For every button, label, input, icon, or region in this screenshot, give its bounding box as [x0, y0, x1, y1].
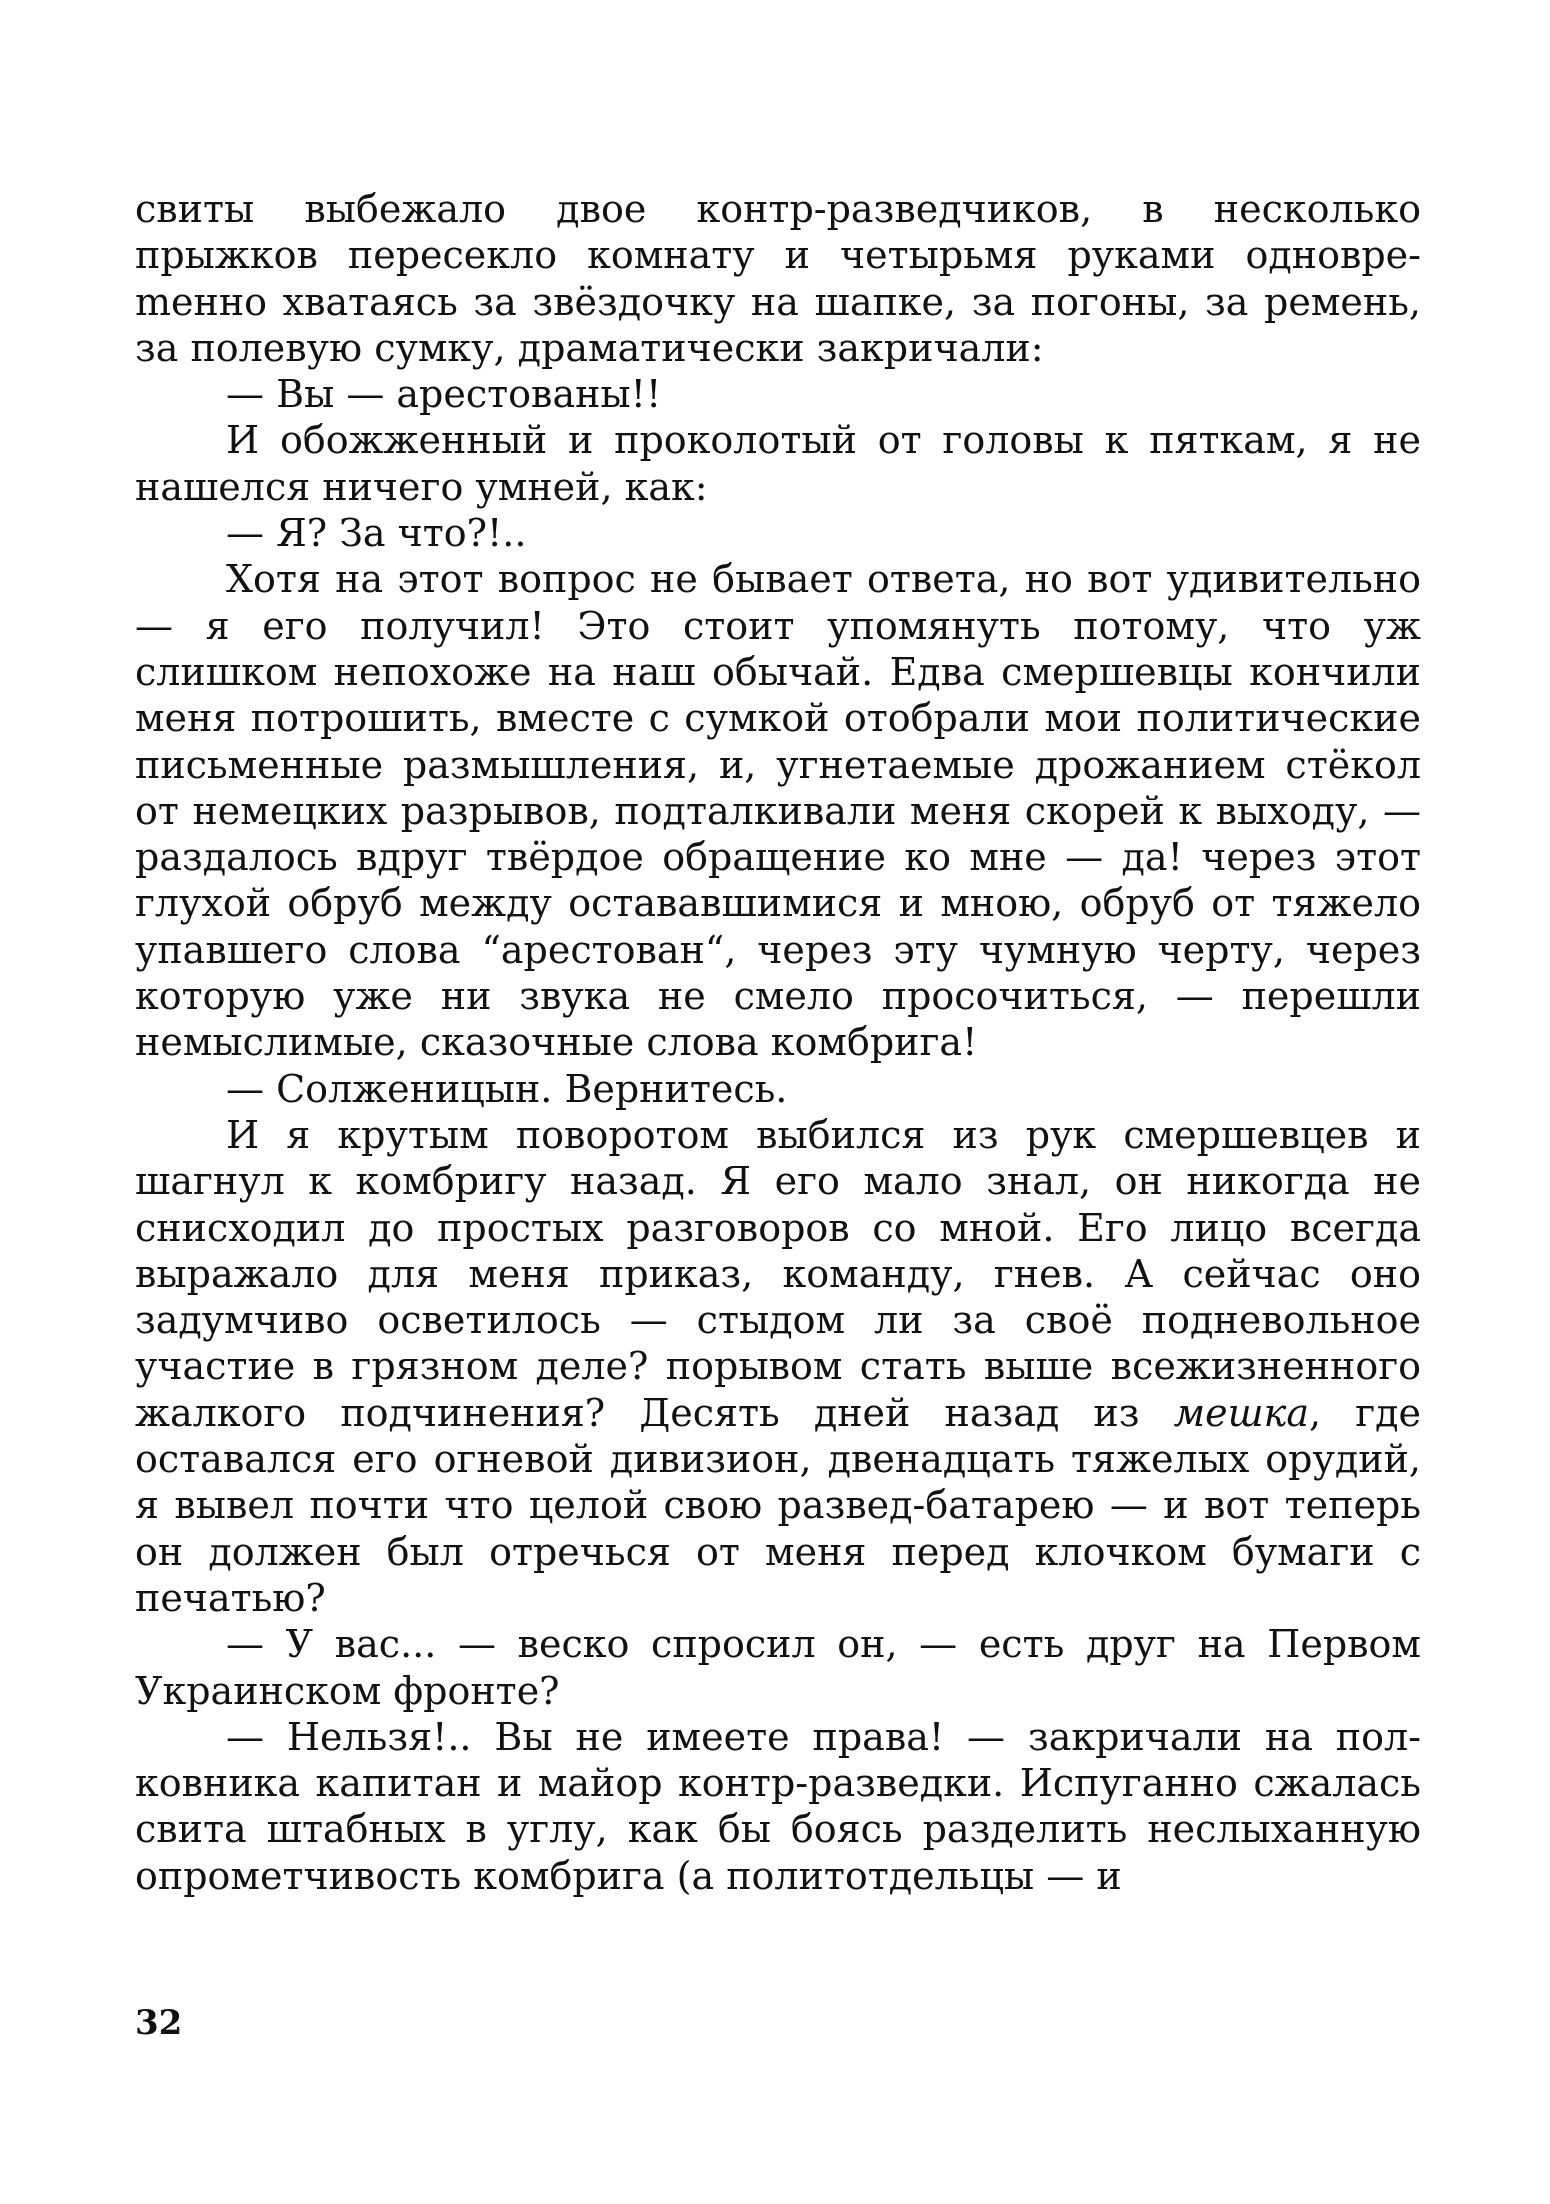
dialogue-line: — Я? За что?!.. [226, 511, 527, 556]
dialogue-line: — У вас... — веско спросил он, — есть друг на Первом Украинском фронте? [135, 1622, 1421, 1713]
dialogue-line: — Нельзя!.. Вы не имеете права! — закричали на полковника капитан и майор контр-разведки. Испуганно сжалась свита штабных в углу, как бы боясь разделить неслыханную опрометчивость комбрига (а политотдельцы — и [135, 1714, 1421, 1898]
paragraph: И я крутым поворотом выбился из рук смершевцев и шагнул к комбригу назад. Я его мало знал, он никогда не снисходил до простых разговоров со мной. Его лицо всегда выражало для меня приказ, команду, гнев. А сейчас оно задумчиво осветилось — стыдом ли за своё подневольное участие в грязном деле? порывом стать выше всежизненного жалкого подчинения? Десять дней назад из мешка, где оставался его огневой дивизион, двенадцать тяжелых орудий, я вывел почти что целой свою развед-батарею — и вот теперь он должен был отречься от меня перед клочком бумаги с печатью? [135, 1112, 1422, 1620]
italic-word: мешка [1173, 1390, 1309, 1435]
page-text [135, 186, 1421, 1899]
dialogue-line: — Вы — арестованы!! [226, 372, 662, 417]
paragraph: И обожженный и проколотый от головы к пяткам, я не нашелся ничего умней, как: [135, 418, 1421, 509]
book-page [135, 186, 1421, 2146]
paragraph: Хотя на этот вопрос не бывает ответа, но вот удивительно — я его получил! Это стоит упомянуть потому, что уж слишком непохоже на наш обычай. Едва смершевцы кончили меня потрошить, вместе с сумкой отобрали мои политические письменные размышления, и, угнетаемые дрожанием стёкол от немецких разрывов, подталкивали меня скорей к выходу, — раздалось вдруг твёрдое обращение ко мне — да! через этот глухой обруб между остававшимися и мною, обруб от тяжело упавшего слова “арестован“, через эту чумную черту, через которую уже ни звука не смело просочиться, — перешли немыслимые, сказочные слова комбрига! [135, 557, 1421, 1065]
page-number: 32 [135, 2003, 183, 2043]
paragraph-continuation: свиты выбежало двое контр-разведчиков, в несколько прыжков пересекло комнату и четырьмя руками одновреmенно хватаясь за звёздочку на шапке, за погоны, за ремень, за полевую сумку, драматически закричали: [135, 187, 1421, 370]
dialogue-line: — Солженицын. Вернитесь. [226, 1066, 788, 1111]
